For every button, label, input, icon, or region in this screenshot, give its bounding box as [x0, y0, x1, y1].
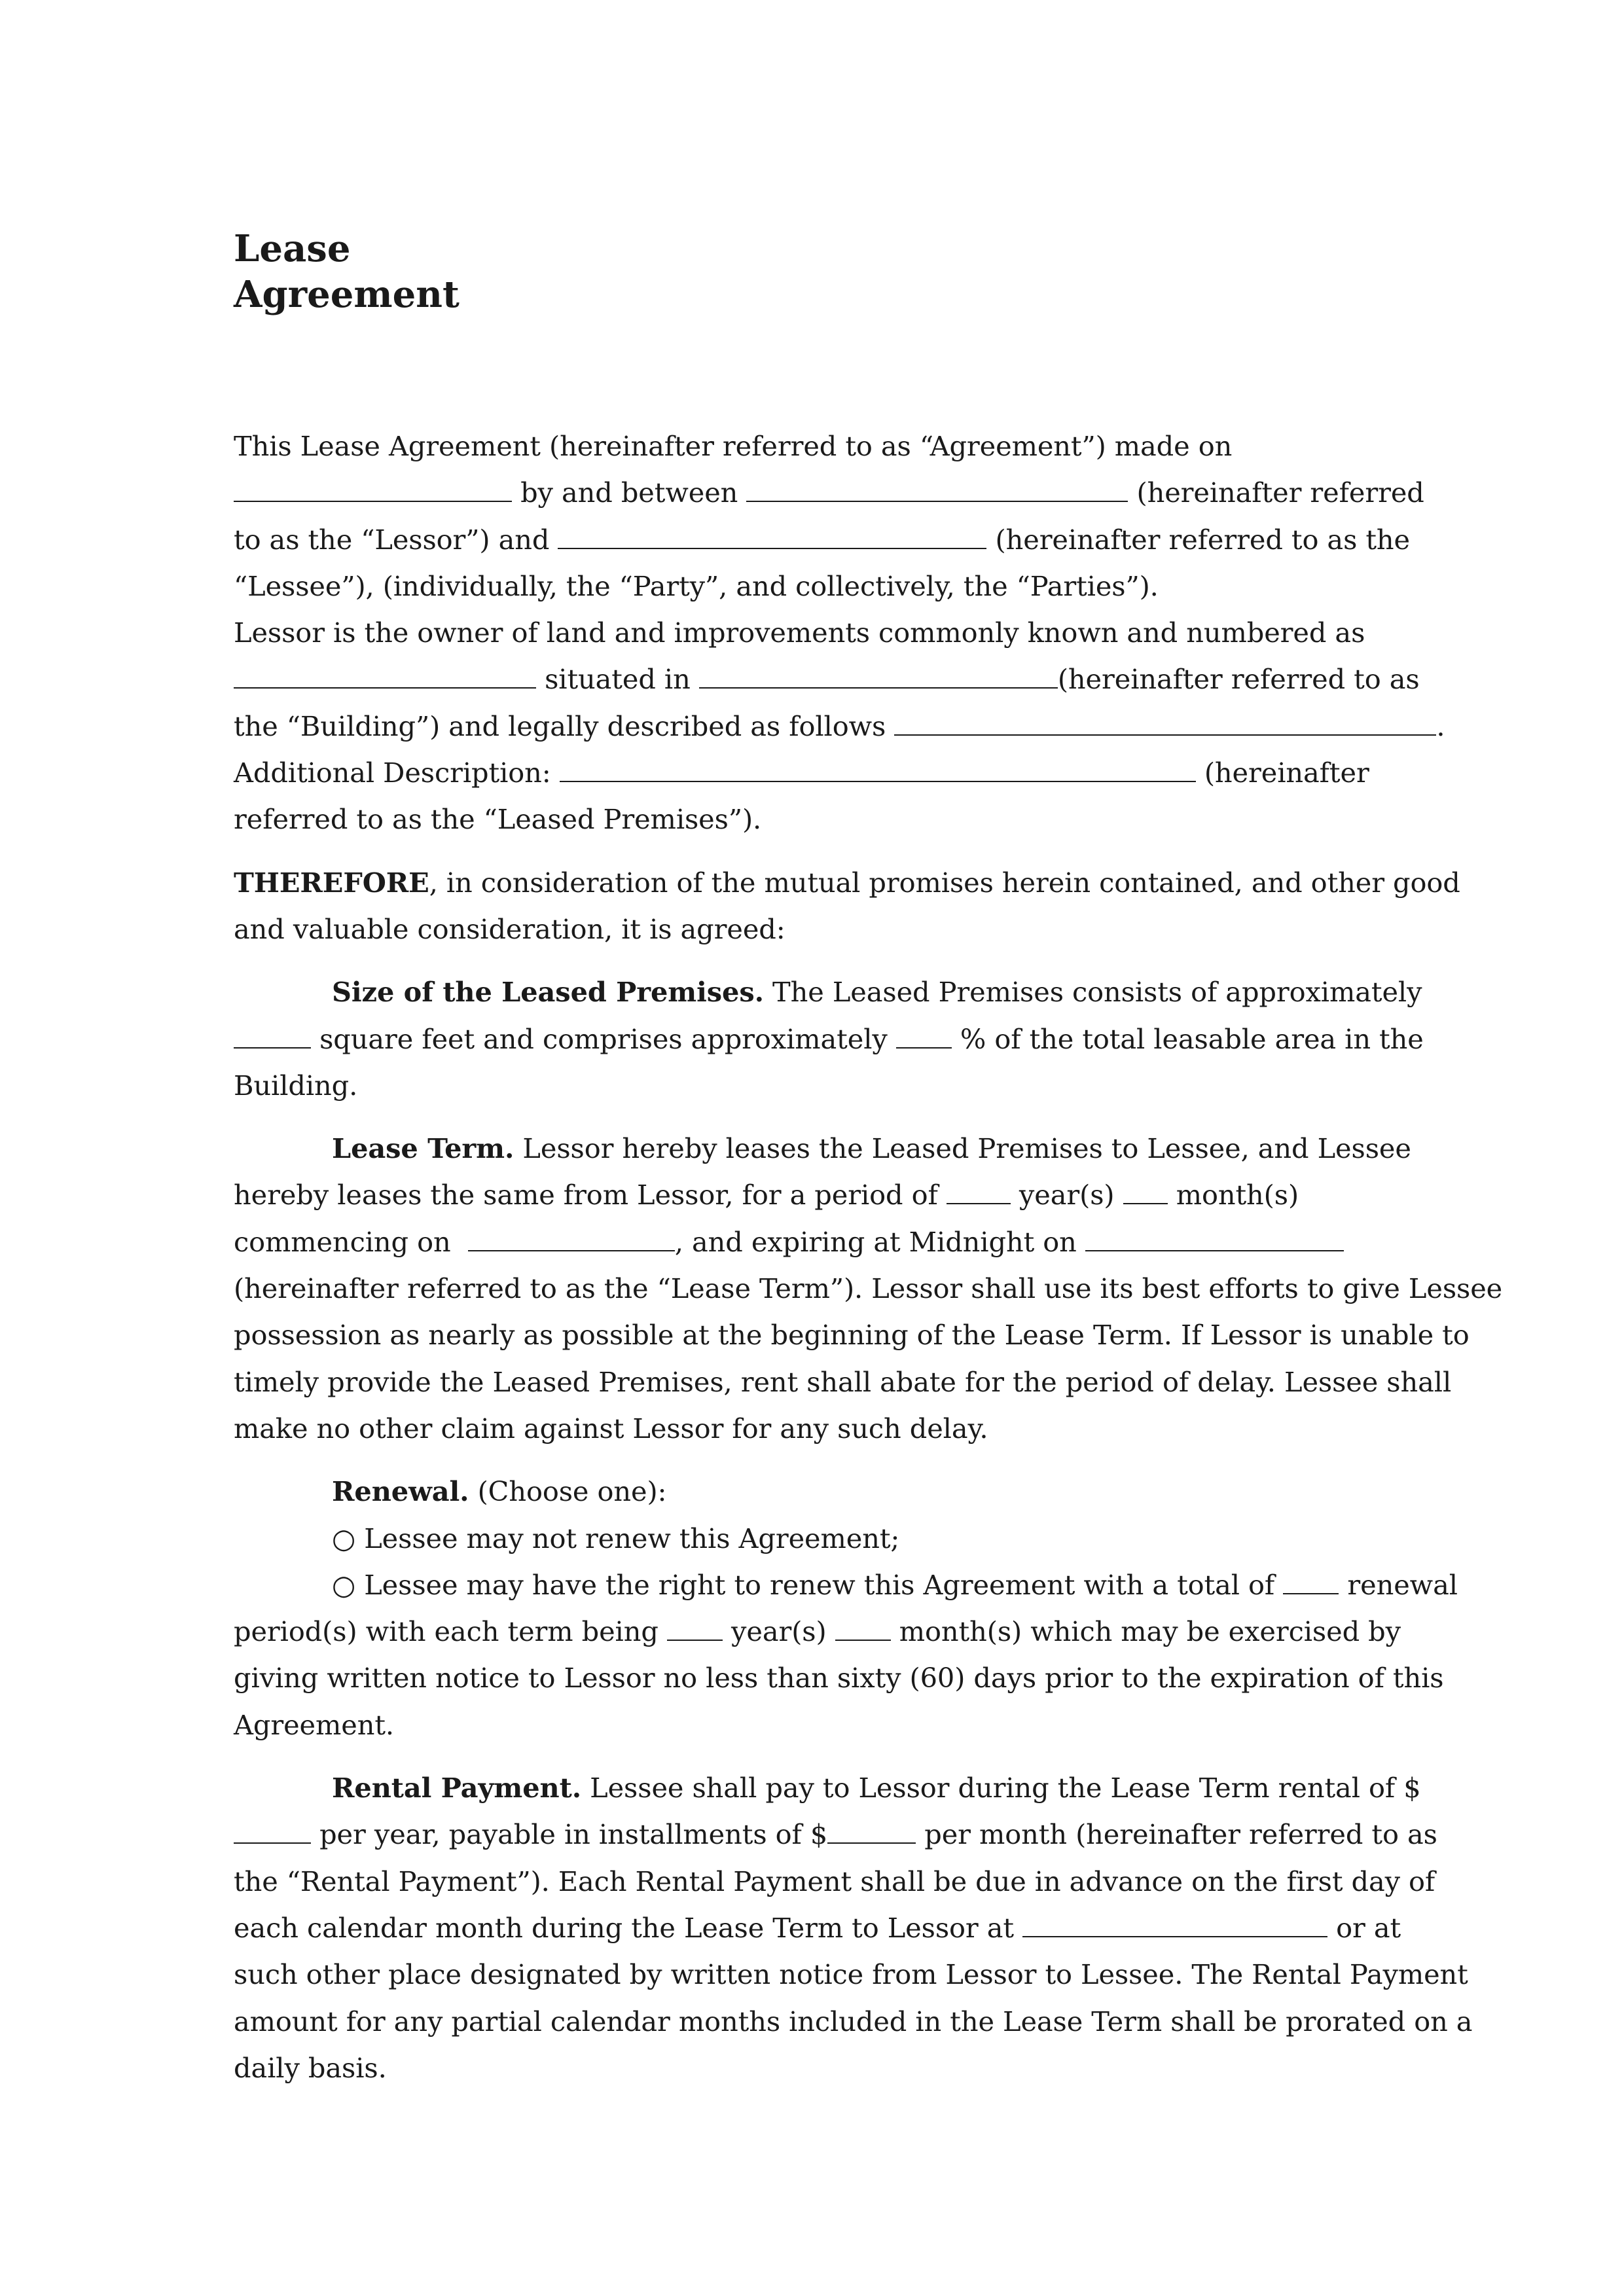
intro-line — [234, 656, 1420, 702]
intro-text: situated in — [545, 663, 691, 696]
intro-line — [234, 749, 1399, 796]
term-line — [234, 1172, 1399, 1218]
intro-paragraph — [234, 423, 1445, 843]
size-line: Building. — [234, 1069, 358, 1102]
rental-text: per year, payable in installments of $ — [319, 1818, 828, 1851]
intro-text: (hereinafter referred to as — [1057, 663, 1420, 696]
intro-text: to as the “Lessor”) and — [234, 523, 550, 556]
rental-line: amount for any partial calendar months included in the Lease Term shall be prorated on a — [234, 2005, 1473, 2037]
renewal-months-blank[interactable] — [835, 1617, 891, 1641]
intro-text: (hereinafter — [1204, 757, 1369, 789]
renewal-heading: Renewal. — [332, 1475, 469, 1508]
rental-heading: Rental Payment. — [332, 1772, 582, 1804]
renewal-line — [234, 1608, 1399, 1655]
rental-text: or at — [1336, 1911, 1401, 1944]
intro-line — [234, 516, 1411, 563]
term-line: timely provide the Leased Premises, rent shall abate for the period of delay. Lessee shall — [234, 1365, 1452, 1398]
term-line: make no other claim against Lessor for any such delay. — [234, 1412, 988, 1444]
term-text: year(s) — [1019, 1179, 1115, 1211]
annual-rent-blank[interactable] — [234, 1820, 311, 1844]
legal-description-blank[interactable] — [894, 712, 1436, 736]
renewal-line: Agreement. — [234, 1708, 395, 1741]
therefore-text: , in consideration of the mutual promises herein contained, and other good — [429, 866, 1460, 899]
title-line-2: Agreement — [234, 273, 460, 316]
date-blank[interactable] — [234, 478, 512, 502]
rental-line — [234, 1811, 1437, 1857]
renewal-text: ○ Lessee may have the right to renew this Agreement with a total of — [332, 1568, 1275, 1601]
renewal-text: year(s) — [731, 1615, 827, 1648]
therefore-line — [234, 859, 1460, 906]
lessor-name-blank[interactable] — [746, 478, 1128, 502]
size-text: square feet and comprises approximately — [319, 1022, 888, 1055]
term-text: hereby leases the same from Lessor, for a period of — [234, 1179, 938, 1211]
size-heading: Size of the Leased Premises. — [332, 976, 764, 1009]
rental-line: daily basis. — [234, 2051, 387, 2084]
therefore-line: and valuable consideration, it is agreed: — [234, 912, 785, 945]
size-text: The Leased Premises consists of approximately — [763, 976, 1422, 1009]
rental-line — [234, 1905, 1399, 1951]
expiring-date-blank[interactable] — [1085, 1228, 1344, 1251]
document-title — [234, 226, 460, 317]
renewal-text: month(s) which may be exercised by — [899, 1615, 1401, 1648]
term-line — [234, 1219, 1399, 1265]
term-line: (hereinafter referred to as the “Lease Term”). Lessor shall use its best efforts to give Lessee — [234, 1272, 1503, 1305]
term-years-blank[interactable] — [947, 1181, 1011, 1204]
intro-text: the “Building”) and legally described as follows — [234, 709, 886, 742]
intro-line: This Lease Agreement (hereinafter referred to as “Agreement”) made on — [234, 430, 1233, 462]
additional-description-blank[interactable] — [560, 759, 1196, 782]
term-text: , and expiring at Midnight on — [674, 1225, 1077, 1258]
renewal-text: (Choose one): — [469, 1475, 667, 1508]
payment-address-blank[interactable] — [1022, 1914, 1327, 1937]
intro-text: (hereinafter referred — [1136, 476, 1424, 509]
property-number-blank[interactable] — [234, 665, 536, 689]
term-text: month(s) — [1176, 1179, 1299, 1211]
intro-line — [234, 469, 1424, 516]
therefore-heading: THEREFORE — [234, 866, 429, 899]
term-heading: Lease Term. — [332, 1132, 514, 1165]
commencing-date-blank[interactable] — [468, 1228, 675, 1251]
monthly-rent-blank[interactable] — [827, 1820, 916, 1844]
rental-text: Lessee shall pay to Lessor during the Lease Term rental of $ — [581, 1772, 1421, 1804]
renewal-option-1[interactable]: ○ Lessee may not renew this Agreement; — [332, 1522, 900, 1554]
intro-line: “Lessee”), (individually, the “Party”, and collectively, the “Parties”). — [234, 569, 1159, 602]
rental-text: each calendar month during the Lease Term to Lessor at — [234, 1911, 1014, 1944]
therefore-paragraph — [234, 859, 1460, 953]
lessee-name-blank[interactable] — [558, 526, 986, 549]
renewal-section — [234, 1468, 1458, 1748]
term-line: possession as nearly as possible at the beginning of the Lease Term. If Lessor is unable to — [234, 1319, 1470, 1352]
document-body — [234, 423, 1503, 2091]
intro-line — [234, 703, 1445, 749]
title-line-1: Lease — [234, 227, 351, 270]
size-line — [234, 1016, 1424, 1062]
size-line — [234, 969, 1422, 1015]
renewal-text: period(s) with each term being — [234, 1615, 659, 1648]
renewal-text: renewal — [1347, 1568, 1458, 1601]
intro-line: Lessor is the owner of land and improvements commonly known and numbered as — [234, 617, 1365, 649]
rental-payment-section — [234, 1765, 1473, 2091]
intro-line: referred to as the “Leased Premises”). — [234, 803, 762, 836]
percent-blank[interactable] — [896, 1025, 952, 1049]
term-text: commencing on — [234, 1225, 451, 1258]
location-blank[interactable] — [699, 665, 1058, 689]
intro-text: Additional Description: — [234, 757, 551, 789]
lease-term-section — [234, 1125, 1503, 1452]
term-text: Lessor hereby leases the Leased Premises to Lessee, and Lessee — [514, 1132, 1411, 1165]
rental-line — [234, 1765, 1421, 1811]
rental-line: the “Rental Payment”). Each Rental Payment shall be due in advance on the first day of — [234, 1865, 1435, 1897]
size-text: % of the total leasable area in the — [960, 1022, 1424, 1055]
square-feet-blank[interactable] — [234, 1025, 311, 1049]
renewal-count-blank[interactable] — [1283, 1571, 1339, 1594]
renewal-line — [234, 1468, 1399, 1515]
intro-text: (hereinafter referred to as the — [995, 523, 1411, 556]
renewal-line: giving written notice to Lessor no less than sixty (60) days prior to the expiration of this — [234, 1662, 1444, 1695]
term-line — [234, 1125, 1411, 1172]
intro-text: by and between — [520, 476, 738, 509]
renewal-option-2[interactable] — [234, 1562, 1458, 1608]
size-section — [234, 969, 1424, 1109]
rental-line: such other place designated by written notice from Lessor to Lessee. The Rental Payment — [234, 1958, 1468, 1991]
term-months-blank[interactable] — [1123, 1181, 1168, 1204]
renewal-years-blank[interactable] — [667, 1617, 723, 1641]
rental-text: per month (hereinafter referred to as — [924, 1818, 1437, 1851]
intro-text: . — [1436, 709, 1445, 742]
